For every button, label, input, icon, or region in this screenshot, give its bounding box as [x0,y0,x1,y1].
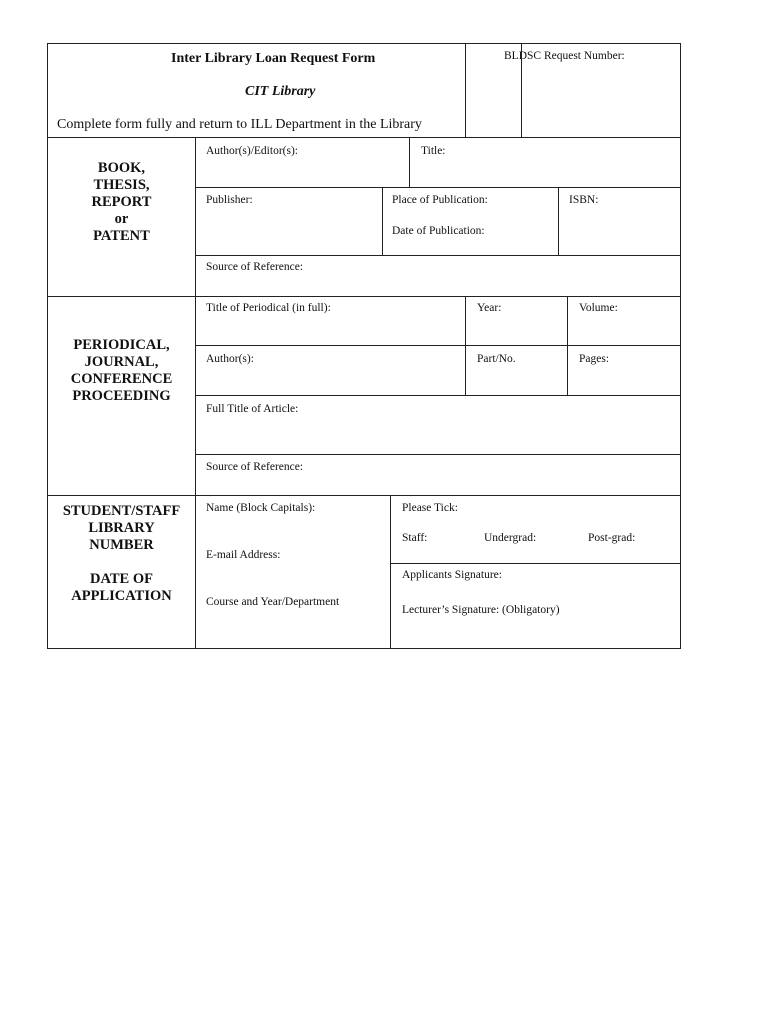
pages-label: Pages: [579,353,610,365]
email-label: E-mail Address: [206,549,281,561]
book-authors-field[interactable] [196,138,409,187]
publisher-field[interactable] [196,188,382,255]
name-label: Name (Block Capitals): [206,502,316,514]
date-of-publication-label: Date of Publication: [392,225,485,237]
library-name: CIT Library [245,84,316,99]
year-field[interactable] [466,297,567,345]
applicant-section-label: STUDENT/STAFF LIBRARY NUMBER DATE OF APPLICATION [62,503,181,604]
isbn-label: ISBN: [569,194,599,206]
periodical-authors-label: Author(s): [206,353,254,365]
place-of-publication-label: Place of Publication: [392,194,488,206]
border-bottom [47,648,681,649]
book-section-label: BOOK, THESIS, REPORT or PATENT [91,160,152,244]
bldsc-request-number-label: BLDSC Request Number: [504,50,625,62]
applicant-signature-label: Applicants Signature: [402,569,502,581]
isbn-field[interactable] [559,188,680,255]
please-tick-label: Please Tick: [402,502,458,514]
part-no-label: Part/No. [477,353,516,365]
year-label: Year: [477,302,502,314]
book-title-label: Title: [421,145,446,157]
article-title-label: Full Title of Article: [206,403,299,415]
periodical-source-field[interactable] [196,455,680,495]
postgrad-option[interactable]: Post-grad: [588,532,636,544]
instructions: Complete form fully and return to ILL Department in the Library [57,117,422,132]
article-title-field[interactable] [196,396,680,454]
periodical-title-field[interactable] [196,297,465,345]
book-authors-label: Author(s)/Editor(s): [206,145,298,157]
form-title: Inter Library Loan Request Form [171,51,376,66]
periodical-title-label: Title of Periodical (in full): [206,302,331,314]
undergrad-option[interactable]: Undergrad: [484,532,537,544]
border-right [680,43,681,649]
periodical-section-label: PERIODICAL, JOURNAL, CONFERENCE PROCEEDING [70,337,173,404]
bldsc-request-number-field[interactable] [522,44,680,137]
periodical-source-label: Source of Reference: [206,461,304,473]
publication-field[interactable] [383,188,558,255]
course-label: Course and Year/Department [206,596,340,608]
staff-option[interactable]: Staff: [402,532,428,544]
volume-field[interactable] [568,297,680,345]
book-title-field[interactable] [410,138,680,187]
pages-field[interactable] [568,346,680,395]
lecturer-signature-label: Lecturer’s Signature: (Obligatory) [402,604,560,616]
signature-field[interactable] [391,564,680,648]
volume-label: Volume: [579,302,618,314]
divider [465,43,466,138]
periodical-authors-field[interactable] [196,346,465,395]
book-source-field[interactable] [196,256,680,296]
part-no-field[interactable] [466,346,567,395]
publisher-label: Publisher: [206,194,253,206]
book-source-label: Source of Reference: [206,261,304,273]
applicant-details-field[interactable] [196,496,390,648]
